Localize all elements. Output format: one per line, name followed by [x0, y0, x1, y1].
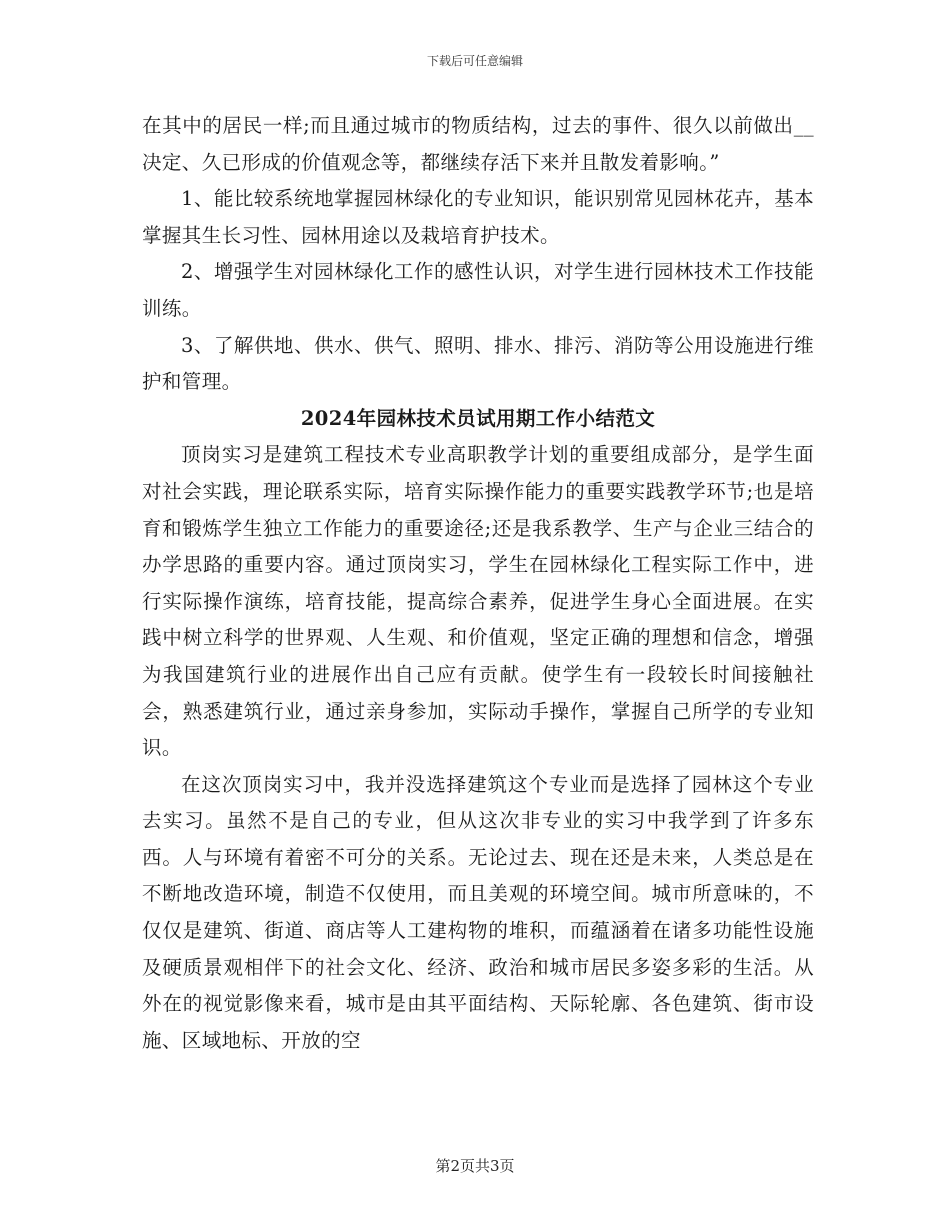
- paragraph-continued: 在其中的居民一样;而且通过城市的物质结构，过去的事件、很久以前做出__决定、久已形成的价值观念等，都继续存活下来并且散发着影响。”: [142, 114, 814, 174]
- document-body: [142, 108, 814, 1059]
- paragraph-item-3: 3、了解供地、供水、供气、照明、排水、排污、消防等公用设施进行维护和管理。: [142, 333, 814, 394]
- page-footer: 第2页共3页: [435, 1157, 515, 1175]
- paragraph-experience: 在这次顶岗实习中，我并没选择建筑这个专业而是选择了园林这个专业去实习。虽然不是自己的专业，但从这次非专业的实习中我学到了许多东西。人与环境有着密不可分的关系。无论过去、现在还是未来，人类总是在不断地改造环境，制造不仅使用，而且美观的环境空间。城市所意味的，不仅仅是建筑、街道、商店等人工建构物的堆积，而蕴涵着在诸多功能性设施及硬质景观相伴下的社会文化、经济、政治和城市居民多姿多彩的生活。从外在的视觉影像来看，城市是由其平面结构、天际轮廓、各色建筑、街市设施、区域地标、开放的空: [142, 772, 814, 1052]
- paragraph-intro: 顶岗实习是建筑工程技术专业高职教学计划的重要组成部分，是学生面对社会实践，理论联系实际，培育实际操作能力的重要实践教学环节;也是培育和锻炼学生独立工作能力的重要途径;还是我系教学、生产与企业三结合的办学思路的重要内容。通过顶岗实习，学生在园林绿化工程实际工作中，进行实际操作演练，培育技能，提高综合素养，促进学生身心全面进展。在实践中树立科学的世界观、人生观、和价值观，坚定正确的理想和信念，增强为我国建筑行业的进展作出自己应有贡献。使学生有一段较长时间接触社会，熟悉建筑行业，通过亲身参加，实际动手操作，掌握自己所学的专业知识。: [142, 443, 814, 760]
- section-title: 2024年园林技术员试用期工作小结范文: [300, 406, 656, 430]
- paragraph-item-2: 2、增强学生对园林绿化工作的感性认识，对学生进行园林技术工作技能训练。: [142, 260, 814, 320]
- paragraph-item-1: 1、能比较系统地掌握园林绿化的专业知识，能识别常见园林花卉，基本掌握其生长习性、园林用途以及栽培育护技术。: [142, 187, 814, 247]
- page-header: 下载后可任意编辑: [426, 54, 523, 68]
